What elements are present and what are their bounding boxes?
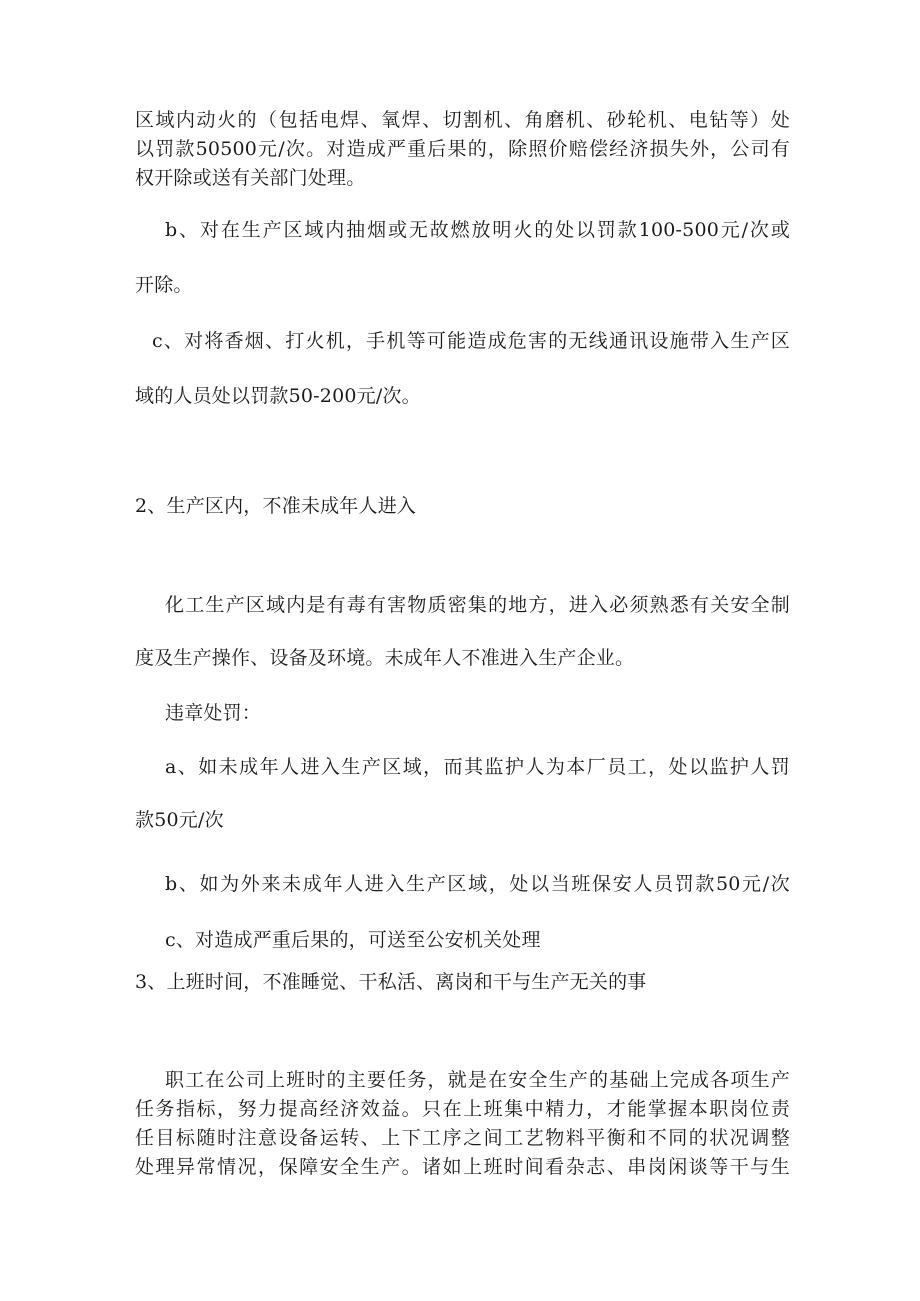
section3-heading: 3、上班时间，不准睡觉、干私活、离岗和干与生产无关的事 xyxy=(135,971,647,993)
block1-line-2: 以罚款50500元/次。对造成严重后果的，除照价赔偿经济损失外，公司有 xyxy=(135,138,790,160)
section3-para-line-2: 任务指标，努力提高经济效益。只在上班集中精力，才能掌握本职岗位责 xyxy=(135,1098,790,1120)
section2-heading: 2、生产区内，不准未成年人进入 xyxy=(135,495,417,517)
item-c1-line-2: 域的人员处以罚款50-200元/次。 xyxy=(135,385,421,407)
item-b1-line-1: b、对在生产区域内抽烟或无故燃放明火的处以罚款100-500元/次或 xyxy=(165,219,790,241)
item-c1-line-1: c、对将香烟、打火机，手机等可能造成危害的无线通讯设施带入生产区 xyxy=(152,330,790,352)
section2-para-line-2: 度及生产操作、设备及环境。未成年人不准进入生产企业。 xyxy=(135,647,635,669)
block1-line-3: 权开除或送有关部门处理。 xyxy=(135,167,366,189)
section3-para-line-1: 职工在公司上班时的主要任务，就是在安全生产的基础上完成各项生产 xyxy=(165,1069,790,1091)
section2-item-b: b、如为外来未成年人进入生产区域，处以当班保安人员罚款50元/次 xyxy=(165,873,790,895)
section2-item-a-line-1: a、如未成年人进入生产区域，而其监护人为本厂员工，处以监护人罚 xyxy=(165,756,790,778)
item-b1-line-2: 开除。 xyxy=(135,274,193,296)
section2-item-c: c、对造成严重后果的，可送至公安机关处理 xyxy=(165,929,541,951)
block1-line-1: 区域内动火的（包括电焊、氧焊、切割机、角磨机、砂轮机、电钻等）处 xyxy=(135,109,790,131)
section3-para-line-4: 处理异常情况，保障安全生产。诸如上班时间看杂志、串岗闲谈等干与生 xyxy=(135,1156,790,1178)
section3-para-line-3: 任目标随时注意设备运转、上下工序之间工艺物料平衡和不同的状况调整 xyxy=(135,1127,790,1149)
section2-para-line-1: 化工生产区域内是有毒有害物质密集的地方，进入必须熟悉有关安全制 xyxy=(165,594,790,616)
section2-item-a-line-2: 款50元/次 xyxy=(135,809,224,831)
penalty-label: 违章处罚： xyxy=(165,702,262,724)
